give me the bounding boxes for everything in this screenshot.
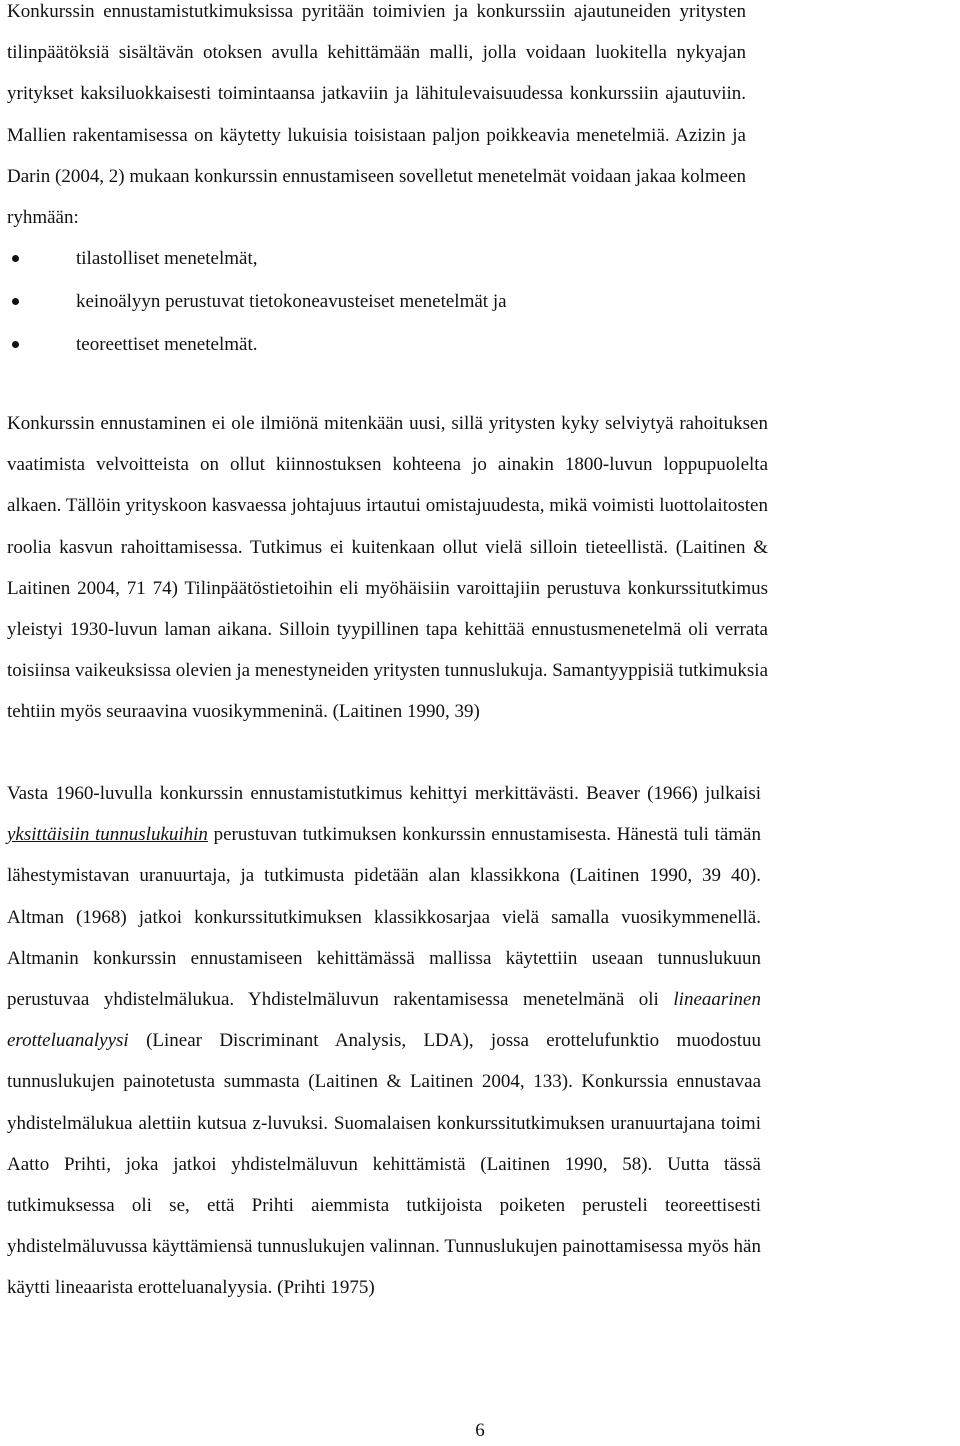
text-line: tilinpäätöksiä sisältävän otoksen avulla kehittämään malli, jolla voidaan luokitella nykyajan [7,42,746,64]
list-item [7,323,507,366]
paragraph-development [7,773,761,1309]
text-line: tutkimuksessa oli se, että Prihti aiemmista tutkijoista poiketen perusteli teoreettisesti [7,1195,761,1217]
italic-term: lineaarinen [673,989,761,1011]
text-line: Altman (1968) jatkoi konkurssitutkimuksen klassikkosarjaa vielä samalla vuosikymmenellä. [7,906,761,928]
text-line: yritykset kaksiluokkaisesti toimintaansa jatkaviin ja lähitulevaisuudessa konkurssiin ajautuviin. [7,83,746,105]
text-line: yhdistelmälukua alettiin kutsua z-luvuksi. Suomalaisen konkurssitutkimuksen uranuurtajana toimi [7,1112,761,1134]
text-line: Mallien rakentamisessa on käytetty lukuisia toisistaan paljon poikkeavia menetelmiä. Azizin ja [7,124,746,146]
text-line: Altmanin konkurssin ennustamiseen kehittämässä mallissa käytettiin useaan tunnuslukuun [7,947,761,969]
method-list [7,237,507,366]
text-line: käytti lineaarista erotteluanalyysia. (Prihti 1975) [7,1277,375,1299]
page-number: 6 [475,1420,485,1441]
text-line: alkaen. Tällöin yrityskoon kasvaessa johtajuus irtautui omistajuudesta, mikä voimisti luottolaitosten [7,495,768,517]
text-line: vaatimista velvoitteista on ollut kiinnostuksen kohteena jo ainakin 1800-luvun loppupuolelta [7,454,768,476]
italic-term: yksittäisiin tunnuslukuihin [7,824,208,846]
text-line: perustuvaa yhdistelmälukua. Yhdistelmäluvun rakentamisessa menetelmänä oli lineaarinen [7,989,761,1011]
text-line: roolia kasvun rahoittamisessa. Tutkimus ei kuitenkaan ollut vielä silloin tieteellistä. (Laitinen & [7,536,768,558]
text-line: Aatto Prihti, joka jatkoi yhdistelmäluvun kehittämistä (Laitinen 1990, 58). Uutta tässä [7,1153,761,1175]
text-line: lähestymistavan uranuurtaja, ja tutkimusta pidetään alan klassikkona (Laitinen 1990, 39 40). [7,865,761,887]
bullet-icon [12,341,19,348]
text-line: yksittäisiin tunnuslukuihin perustuvan tutkimuksen konkurssin ennustamisesta. Hänestä tuli tämän [7,824,761,846]
paragraph-intro [7,0,746,238]
text-line: erotteluanalyysi (Linear Discriminant Analysis, LDA), jossa erottelufunktio muodostuu [7,1030,761,1052]
text-line: Konkurssin ennustamistutkimuksissa pyritään toimivien ja konkurssiin ajautuneiden yritysten [7,1,746,22]
text-line: yleistyi 1930-luvun laman aikana. Silloin tyypillinen tapa kehittää ennustusmenetelmä oli verrata [7,619,768,641]
list-item-text: keinoälyyn perustuvat tietokoneavusteiset menetelmät ja [76,291,507,312]
text-line: Konkurssin ennustaminen ei ole ilmiönä mitenkään uusi, sillä yritysten kyky selviytyä rahoituksen [7,413,768,434]
bullet-icon [12,298,19,305]
list-item [7,237,507,280]
bullet-icon [12,255,19,262]
text-line: Laitinen 2004, 71 74) Tilinpäätöstietoihin eli myöhäisiin varoittajiin perustuva konkurssitutkimus [7,577,768,599]
list-item-text: tilastolliset menetelmät, [76,248,258,269]
text-line: Vasta 1960-luvulla konkurssin ennustamistutkimus kehittyi merkittävästi. Beaver (1966) julkaisi [7,783,761,804]
text-line: tunnuslukujen painotetusta summasta (Laitinen & Laitinen 2004, 133). Konkurssia ennustavaa [7,1071,761,1093]
text-line: yhdistelmäluvussa käyttämiensä tunnuslukujen valinnan. Tunnuslukujen painottamisessa myös hän [7,1236,761,1258]
list-item [7,280,507,323]
italic-term: erotteluanalyysi [7,1030,129,1052]
paragraph-history [7,403,768,733]
text-line: tehtiin myös seuraavina vuosikymmeninä. (Laitinen 1990, 39) [7,701,480,723]
text-line: toisiinsa vaikeuksissa olevien ja menestyneiden yritysten tunnuslukuja. Samantyyppisiä tutkimuksia [7,660,768,682]
text-line: ryhmään: [7,207,79,229]
list-item-text: teoreettiset menetelmät. [76,334,258,355]
text-line: Darin (2004, 2) mukaan konkurssin ennustamiseen sovelletut menetelmät voidaan jakaa kolmeen [7,165,746,187]
